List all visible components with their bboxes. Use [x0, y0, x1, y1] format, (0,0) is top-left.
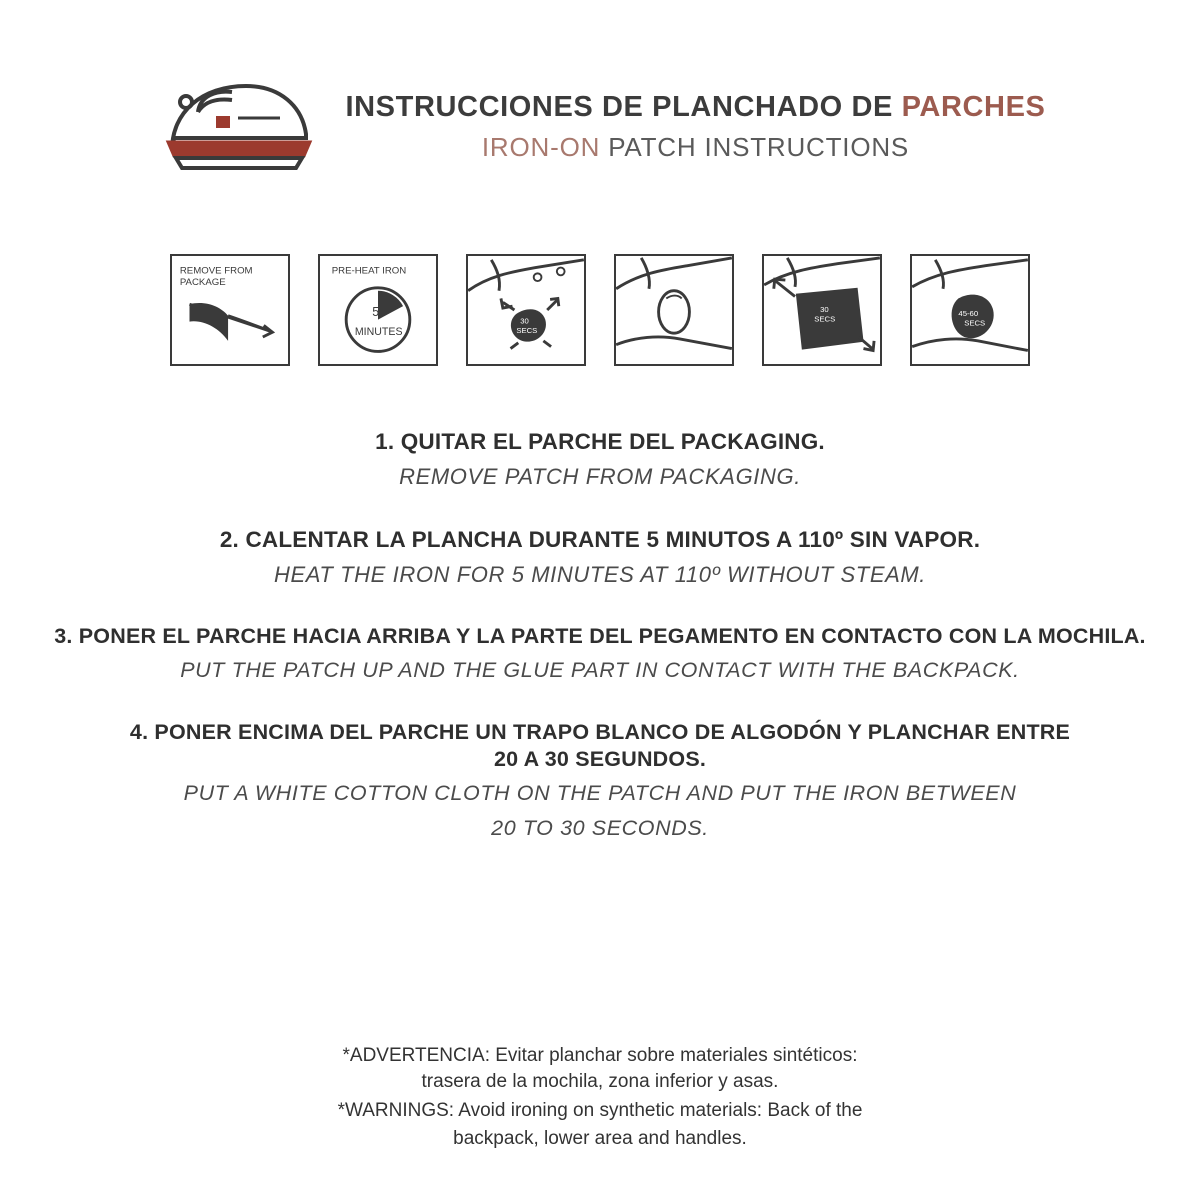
step-item-3 [30, 623, 1170, 685]
step-4-text-en-line2: 20 TO 30 SECONDS. [491, 815, 709, 840]
icon-step-5 [762, 254, 882, 366]
icon-step-2-dial-label: MINUTES [354, 326, 403, 339]
page-title-es-main: INSTRUCCIONES DE PLANCHADO DE [345, 91, 902, 123]
icon-step-2 [318, 254, 438, 366]
step-item-2 [30, 526, 1170, 590]
icon-step-1 [170, 254, 290, 366]
icon-step-6-patch-label-line2: SECS [964, 318, 986, 328]
step-3-text-es: 3. PONER EL PARCHE HACIA ARRIBA Y LA PARTE DEL PEGAMENTO EN CONTACTO CON LA MOCHILA. [54, 624, 1146, 649]
step-item-1 [30, 428, 1170, 492]
icon-step-2-dial-value: 5 [372, 304, 380, 319]
step-1-text-es: 1. QUITAR EL PARCHE DEL PACKAGING. [375, 429, 825, 454]
page-subtitle [345, 132, 1045, 163]
step-4-text-en-line1: PUT A WHITE COTTON CLOTH ON THE PATCH AND PUT THE IRON BETWEEN [183, 781, 1017, 805]
icon-step-6-patch-label-line1: 45-60 [958, 308, 979, 318]
warning-en-line1: *WARNINGS: Avoid ironing on synthetic materials: Back of the [337, 1099, 863, 1121]
step-1-text-en: REMOVE PATCH FROM PACKAGING. [399, 464, 801, 490]
warnings-block [0, 1043, 1200, 1152]
step-3-text-en: PUT THE PATCH UP AND THE GLUE PART IN CONTACT WITH THE BACKPACK. [180, 658, 1020, 683]
icon-step-1-label-line1: REMOVE FROM [179, 265, 253, 277]
page-subtitle-rest: PATCH INSTRUCTIONS [600, 132, 910, 162]
page-header [0, 0, 1200, 182]
warning-es-line1: *ADVERTENCIA: Evitar planchar sobre materiales sintéticos: [342, 1045, 858, 1067]
page-title [345, 91, 1045, 124]
warning-es-line2: trasera de la mochila, zona inferior y asas. [421, 1071, 779, 1093]
step-4-text-es-line1: 4. PONER ENCIMA DEL PARCHE UN TRAPO BLANCO DE ALGODÓN Y PLANCHAR ENTRE [129, 720, 1071, 745]
step-4-text-es-line2: 20 A 30 SEGUNDOS. [493, 747, 707, 772]
icon-step-3-patch-label-line2: SECS [516, 326, 538, 336]
step-item-4 [30, 719, 1170, 843]
icon-step-2-label: PRE-HEAT IRON [331, 265, 407, 277]
icon-step-6 [910, 254, 1030, 366]
step-icon-strip [0, 254, 1200, 366]
warning-en-line2: backpack, lower area and handles. [453, 1127, 747, 1149]
icon-step-1-label-line2: PACKAGE [179, 276, 226, 288]
steps-list [0, 428, 1200, 843]
page-subtitle-accent: IRON-ON [481, 132, 601, 162]
page-title-es-accent: PARCHES [901, 91, 1046, 123]
icon-step-5-patch-label-line1: 30 [820, 304, 829, 314]
icon-step-3-patch-label-line1: 30 [520, 316, 529, 326]
icon-step-3 [466, 254, 586, 366]
icon-step-4 [614, 254, 734, 366]
header-text [345, 91, 1045, 163]
step-2-text-en: HEAT THE IRON FOR 5 MINUTES AT 110º WITHOUT STEAM. [273, 561, 927, 587]
icon-step-5-patch-label-line2: SECS [814, 314, 836, 324]
iron-icon [154, 72, 319, 182]
step-2-text-es: 2. CALENTAR LA PLANCHA DURANTE 5 MINUTOS A 110º SIN VAPOR. [219, 526, 981, 552]
